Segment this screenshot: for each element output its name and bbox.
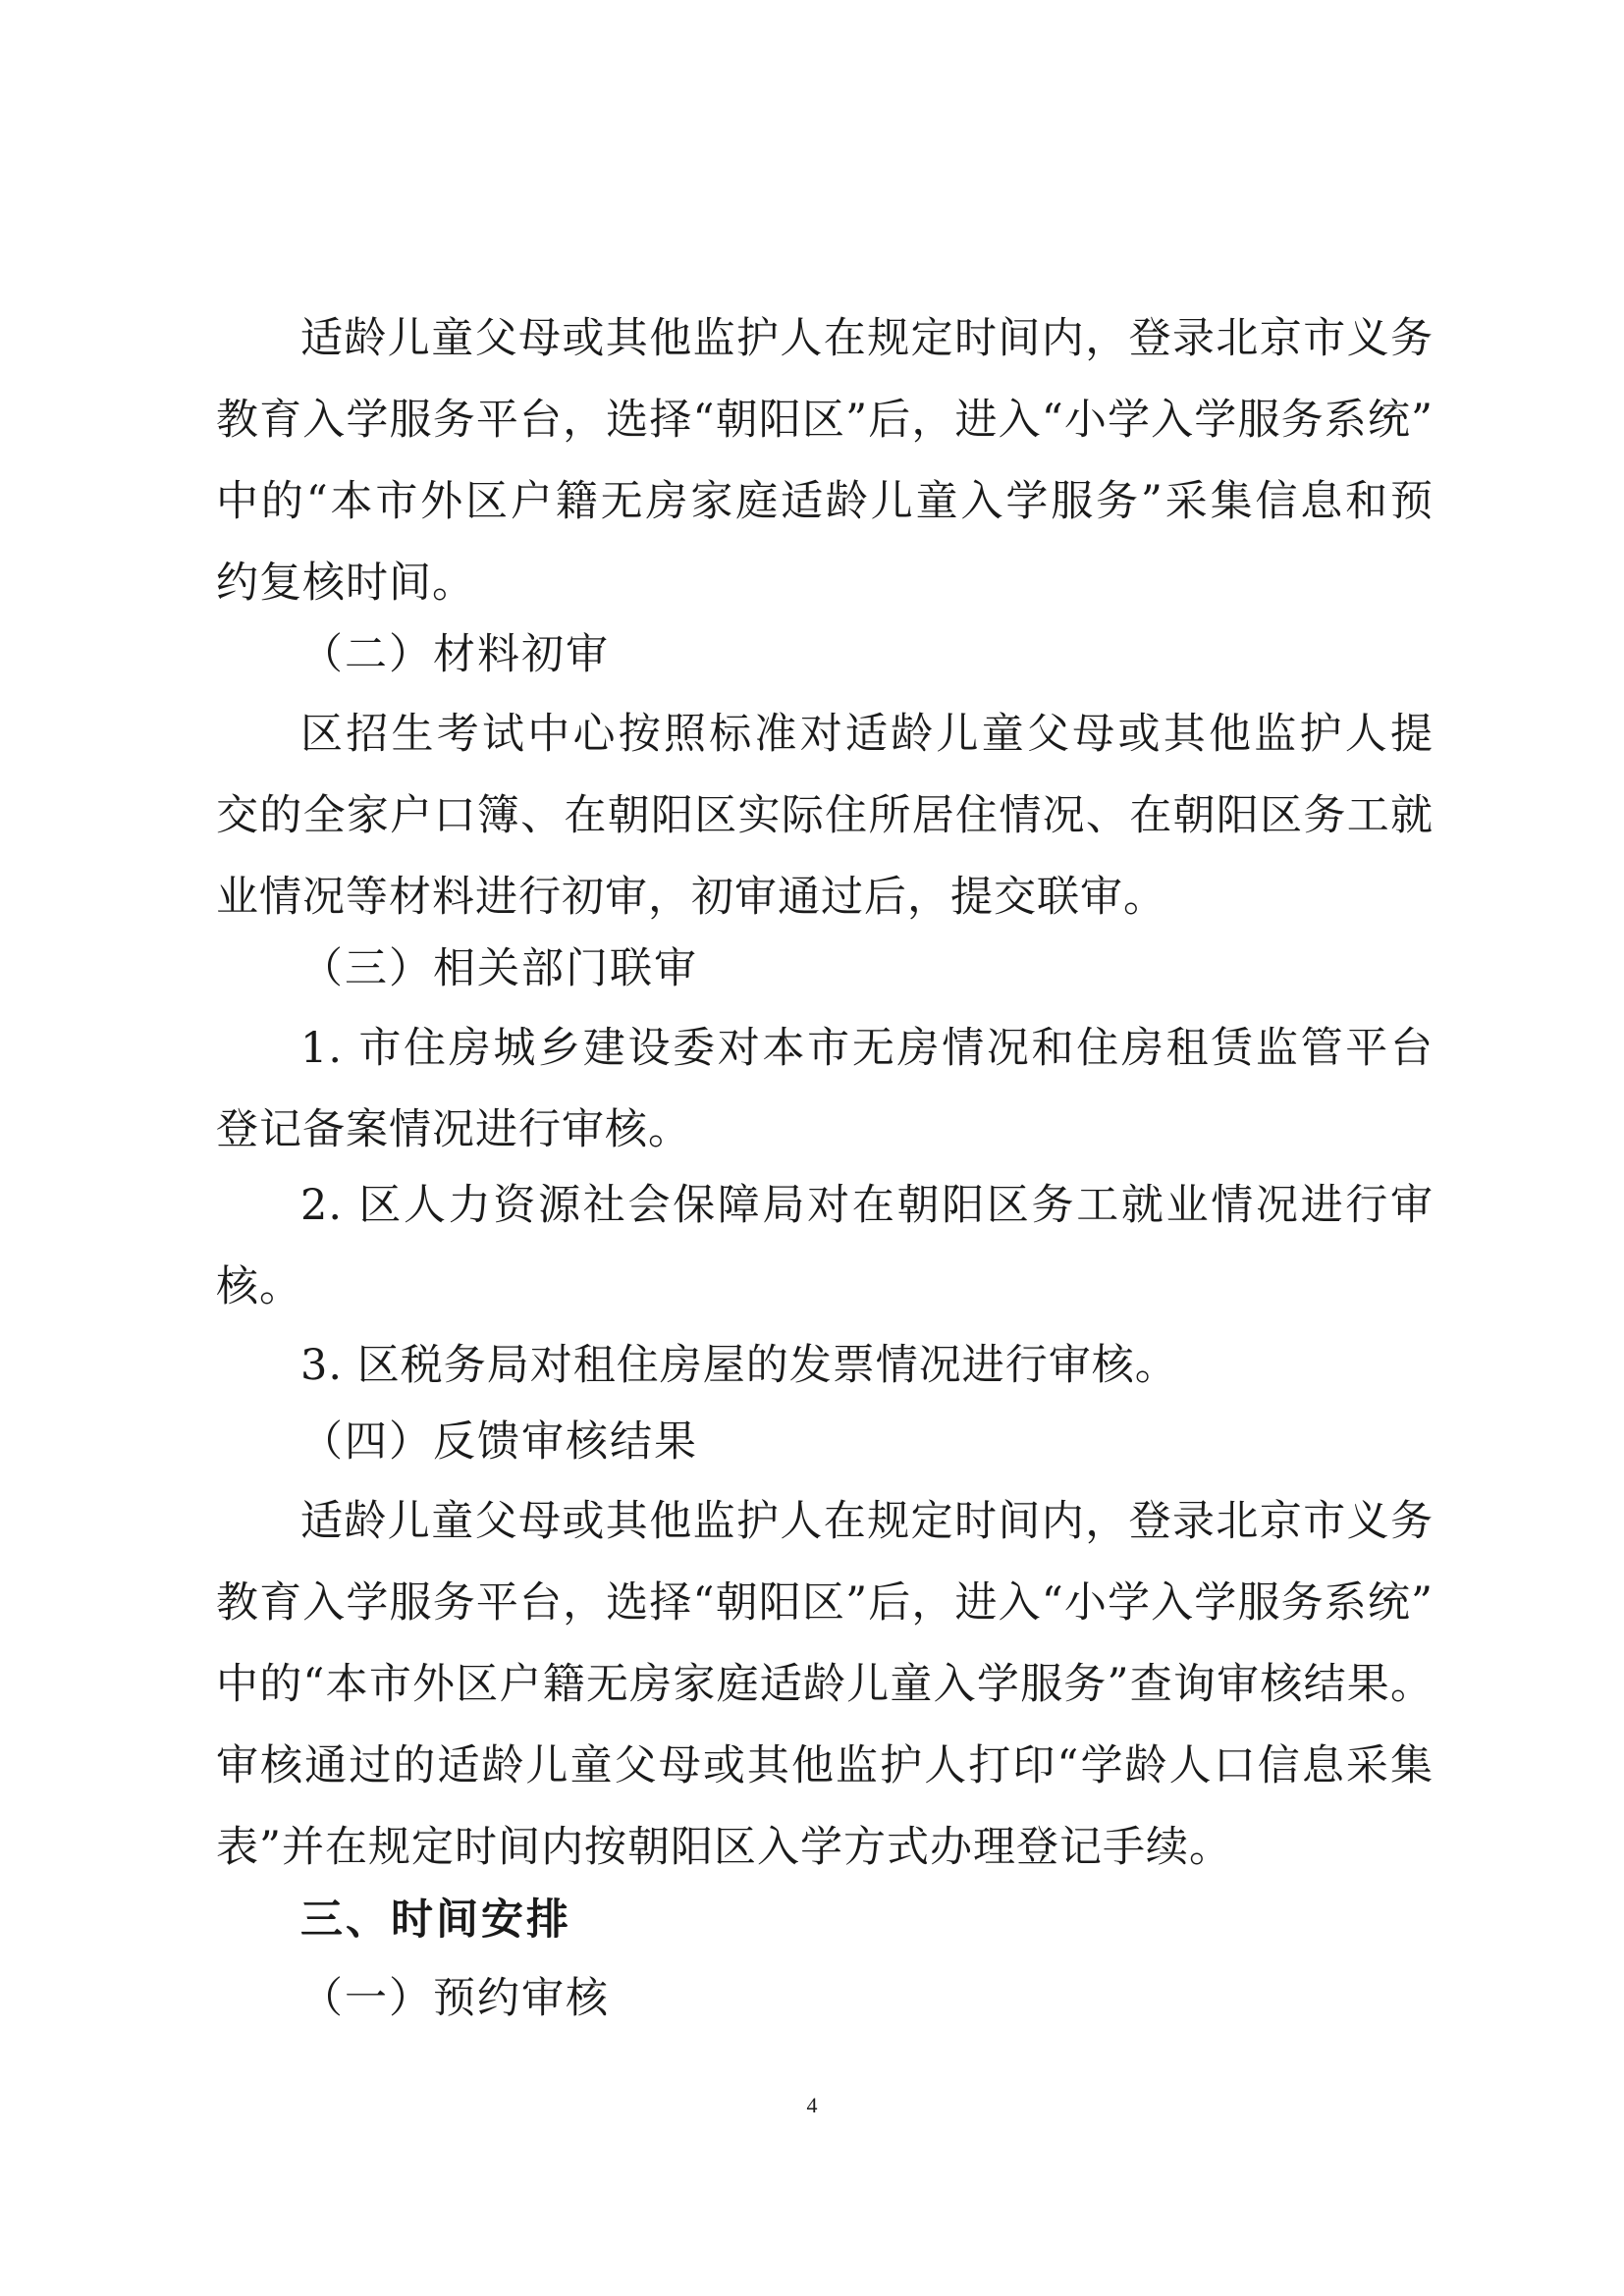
paragraph-2-line-3: 业情况等材料进行初审，初审通过后，提交联审。	[216, 873, 1166, 922]
paragraph-1-line-4: 约复核时间。	[216, 559, 475, 608]
paragraph-2-line-1: 区招生考试中心按照标准对适龄儿童父母或其他监护人提	[300, 710, 1434, 759]
paragraph-2-line-2: 交的全家户口簿、在朝阳区实际住所居住情况、在朝阳区务工就	[216, 791, 1434, 840]
page-number: 4	[806, 2093, 818, 2117]
paragraph-6-line-5: 表”并在规定时间内按朝阳区入学方式办理登记手续。	[216, 1823, 1232, 1872]
paragraph-1-line-3: 中的“本市外区户籍无房家庭适龄儿童入学服务”采集信息和预	[216, 477, 1434, 526]
chapter-heading-time-arrangement: 三、时间安排	[300, 1896, 571, 1945]
paragraph-3-line-2: 登记备案情况进行审核。	[216, 1105, 691, 1154]
paragraph-6-line-2: 教育入学服务平台，选择“朝阳区”后，进入“小学入学服务系统”	[216, 1578, 1434, 1628]
section-heading-feedback-results: （四）反馈审核结果	[300, 1417, 698, 1467]
section-heading-material-review: （二）材料初审	[300, 630, 610, 679]
paragraph-1-line-1: 适龄儿童父母或其他监护人在规定时间内，登录北京市义务	[300, 314, 1434, 363]
paragraph-4-line-1: 2. 区人力资源社会保障局对在朝阳区务工就业情况进行审	[300, 1181, 1434, 1230]
paragraph-1-line-2: 教育入学服务平台，选择“朝阳区”后，进入“小学入学服务系统”	[216, 396, 1434, 445]
paragraph-6-line-4: 审核通过的适龄儿童父母或其他监护人打印“学龄人口信息采集	[216, 1741, 1434, 1790]
section-heading-appointment-review: （一）预约审核	[300, 1974, 610, 2023]
paragraph-6-line-1: 适龄儿童父母或其他监护人在规定时间内，登录北京市义务	[300, 1497, 1434, 1546]
paragraph-5-line-1: 3. 区税务局对租住房屋的发票情况进行审核。	[300, 1341, 1178, 1390]
section-heading-joint-review: （三）相关部门联审	[300, 944, 698, 993]
paragraph-6-line-3: 中的“本市外区户籍无房家庭适龄儿童入学服务”查询审核结果。	[216, 1660, 1434, 1709]
paragraph-4-line-2: 核。	[216, 1262, 302, 1311]
paragraph-3-line-1: 1. 市住房城乡建设委对本市无房情况和住房租赁监管平台	[300, 1024, 1434, 1073]
